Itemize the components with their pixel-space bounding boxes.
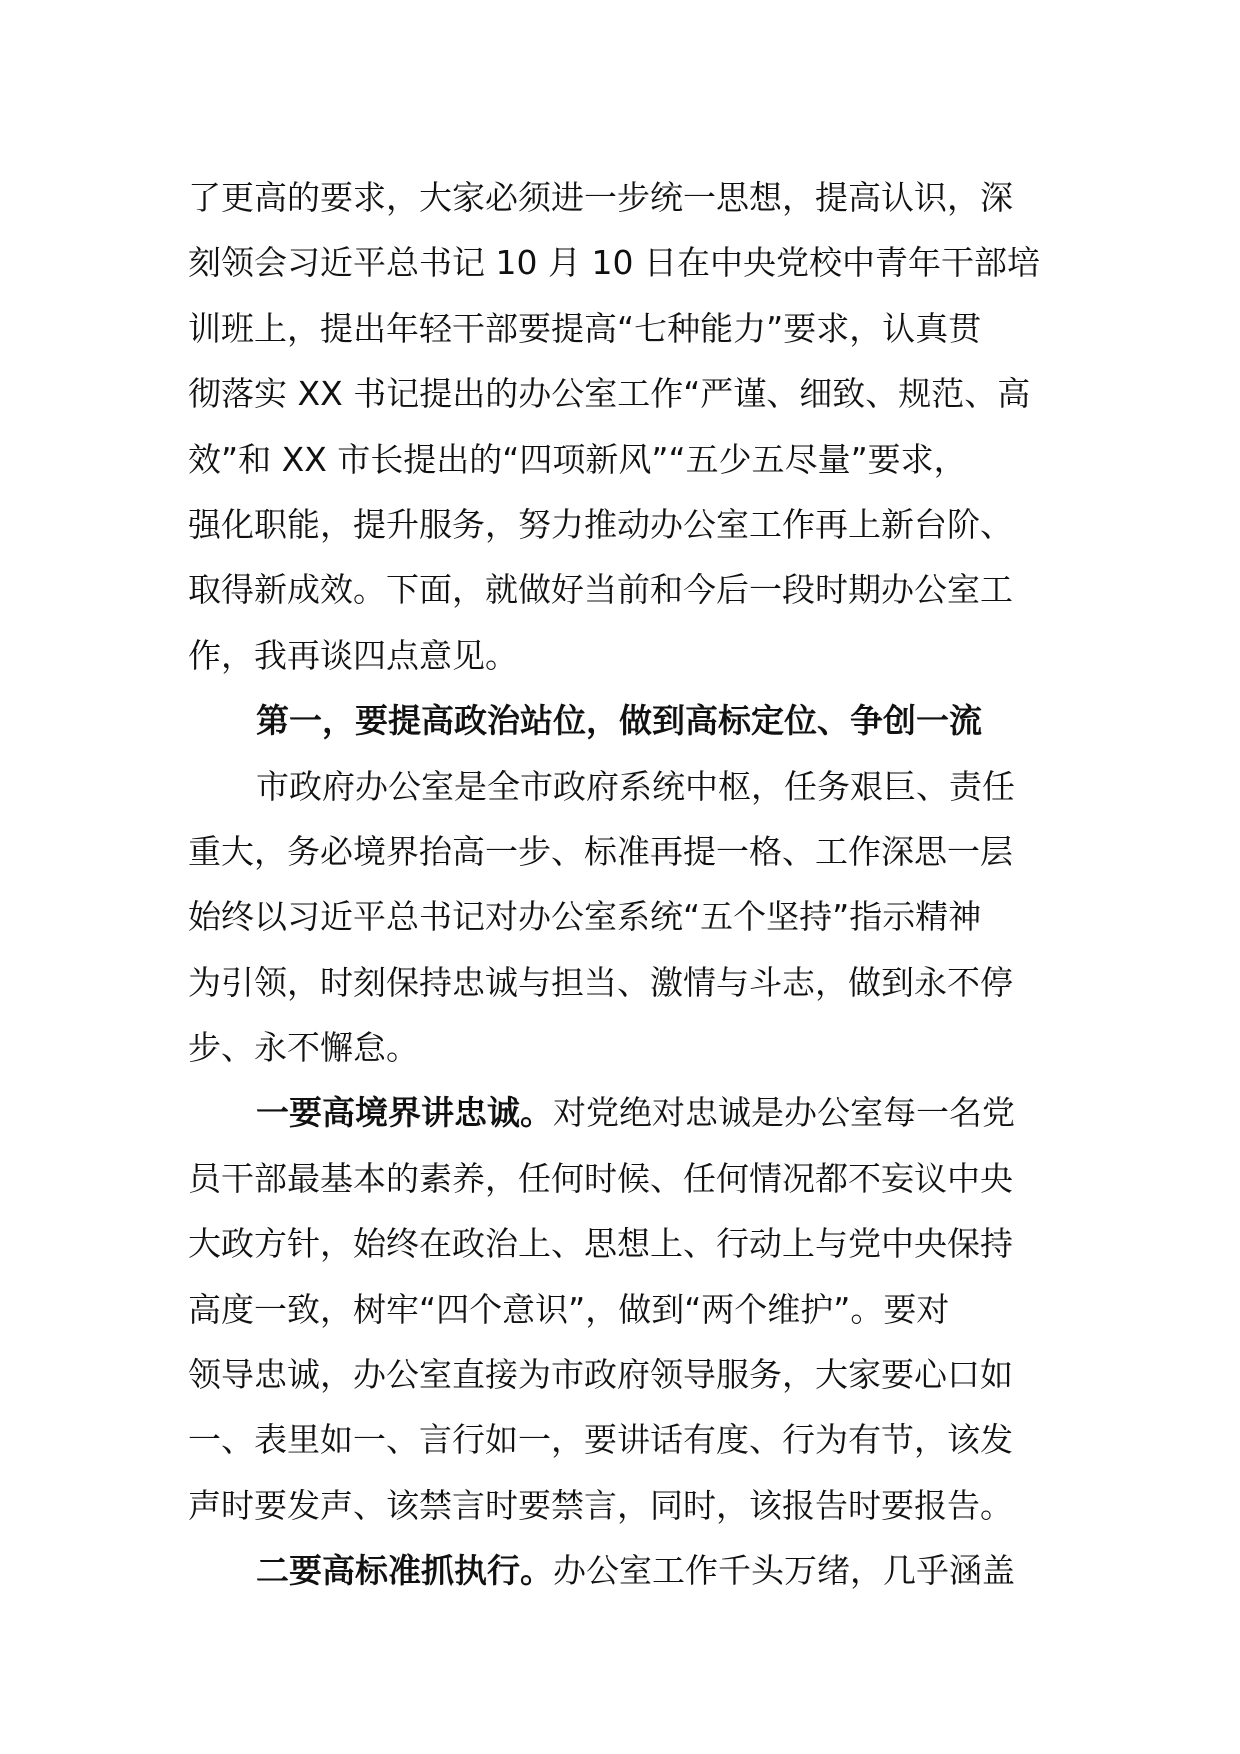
text-line: 刻领会习近平总书记 10 月 10 日在中央党校中青年干部培 <box>188 243 1040 283</box>
paragraph-text: 对党绝对忠诚是办公室每一名党 <box>553 1093 1015 1133</box>
text-line: 声时要发声、该禁言时要禁言，同时，该报告时要报告。 <box>188 1485 1013 1525</box>
paragraph-lead: 二要高标准抓执行。 <box>256 1551 553 1591</box>
text-line: 训班上，提出年轻干部要提高“七种能力”要求，认真贯 <box>188 308 982 348</box>
text-line: 步、永不懈怠。 <box>188 1028 419 1068</box>
text-line: 取得新成效。下面，就做好当前和今后一段时期办公室工 <box>188 570 1013 610</box>
text-line: 效”和 XX 市长提出的“四项新风”“五少五尽量”要求， <box>188 439 967 479</box>
text-line: 了更高的要求，大家必须进一步统一思想，提高认识，深 <box>188 178 1013 217</box>
paragraph-start-line <box>188 1080 1056 1145</box>
text-line: 彻落实 XX 书记提出的办公室工作“严谨、细致、规范、高 <box>188 374 1031 414</box>
text-line: 作，我再谈四点意见。 <box>188 635 518 675</box>
paragraph-text: 办公室工作千头万绪，几乎涵盖 <box>553 1551 1015 1591</box>
text-line: 领导忠诚，办公室直接为市政府领导服务，大家要心口如 <box>188 1355 1013 1395</box>
text-line: 大政方针，始终在政治上、思想上、行动上与党中央保持 <box>188 1224 1013 1264</box>
text-line: 一、表里如一、言行如一，要讲话有度、行为有节，该发 <box>188 1420 1013 1460</box>
text-line: 为引领，时刻保持忠诚与担当、激情与斗志，做到永不停 <box>188 962 1013 1002</box>
text-line: 始终以习近平总书记对办公室系统“五个坚持”指示精神 <box>188 897 982 937</box>
paragraph-start-line <box>188 1538 1056 1603</box>
text-line: 高度一致，树牢“四个意识”，做到“两个维护”。要对 <box>188 1289 950 1329</box>
text-line: 重大，务必境界抬高一步、标准再提一格、工作深思一层 <box>188 831 1013 871</box>
paragraph-lead: 一要高境界讲忠诚。 <box>256 1093 553 1133</box>
document-body <box>188 165 1056 1604</box>
section-heading: 第一，要提高政治站位，做到高标定位、争创一流 <box>256 701 982 741</box>
text-line: 市政府办公室是全市政府系统中枢，任务艰巨、责任 <box>256 766 1015 806</box>
text-line: 员干部最基本的素养，任何时候、任何情况都不妄议中央 <box>188 1158 1013 1198</box>
text-line: 强化职能，提升服务，努力推动办公室工作再上新台阶、 <box>188 504 1013 544</box>
